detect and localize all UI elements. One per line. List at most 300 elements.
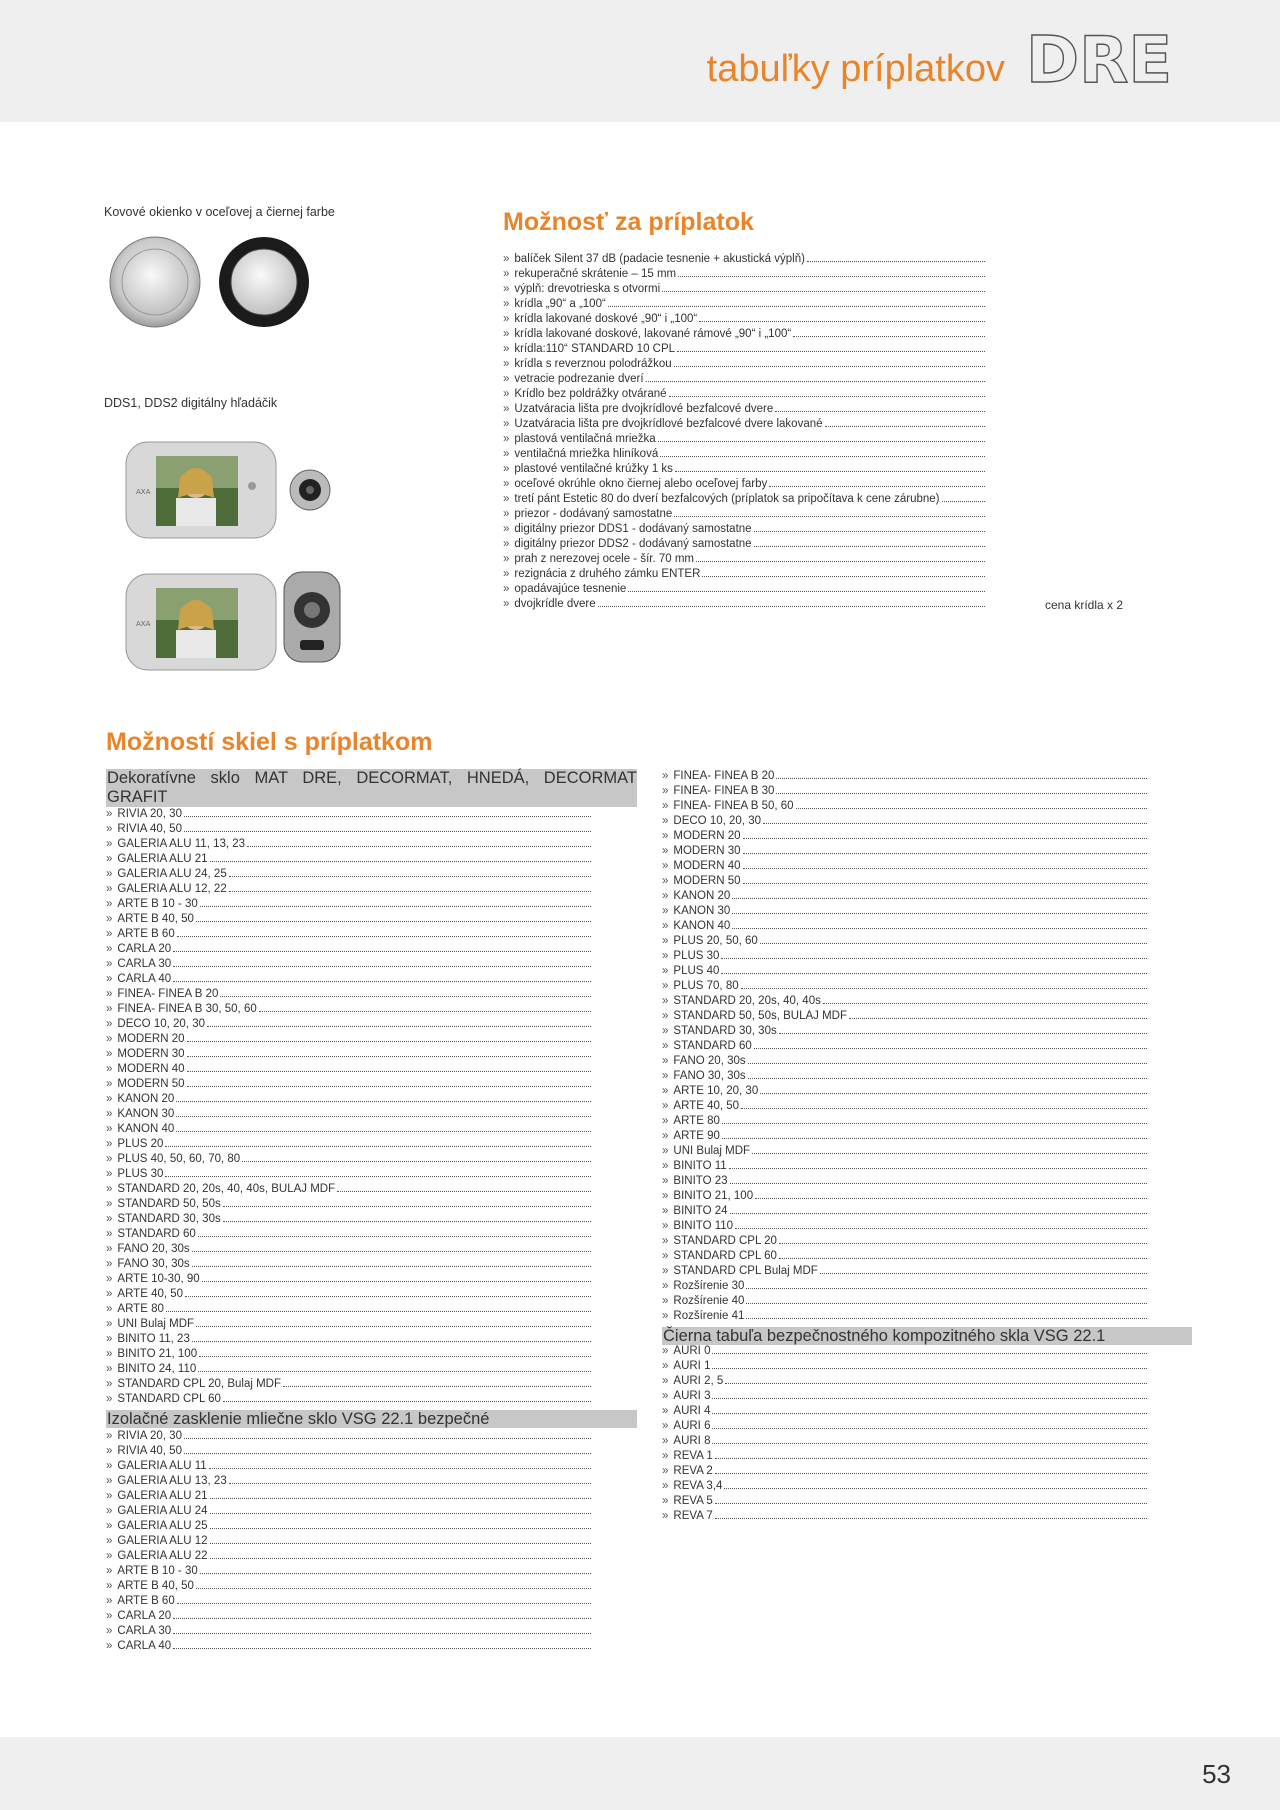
dot-leader [229, 867, 591, 877]
bullet-icon: » [106, 1520, 113, 1532]
dot-leader [702, 567, 985, 577]
item-label: CARLA 30 [117, 958, 172, 970]
item-label: Uzatváracia lišta pre dvojkrídlové bezfalcové dvere lakované [514, 418, 823, 430]
dot-leader [793, 327, 985, 337]
bullet-icon: » [503, 523, 510, 535]
bullet-icon: » [662, 950, 669, 962]
dot-leader [176, 1107, 591, 1117]
list-item [106, 1017, 591, 1032]
item-label: DECO 10, 20, 30 [673, 815, 761, 827]
list-item [106, 1107, 591, 1122]
bullet-icon: » [662, 830, 669, 842]
bullet-icon: » [106, 1033, 113, 1045]
bullet-icon: » [662, 890, 669, 902]
item-label: STANDARD 30, 30s [673, 1025, 777, 1037]
dot-leader [820, 1264, 1147, 1274]
dot-leader [722, 1129, 1147, 1139]
list-item [106, 1579, 591, 1594]
item-label: ARTE 90 [673, 1130, 720, 1142]
dot-leader [658, 432, 985, 442]
list-item [503, 327, 985, 342]
bullet-icon: » [106, 1018, 113, 1030]
bullet-icon: » [106, 808, 113, 820]
item-label: DECO 10, 20, 30 [117, 1018, 205, 1030]
dot-leader [748, 1054, 1147, 1064]
dot-leader [678, 267, 985, 277]
bullet-icon: » [662, 1480, 669, 1492]
item-label: digitálny priezor DDS1 - dodávaný samostatne [514, 523, 752, 535]
item-label: FINEA- FINEA B 30 [673, 785, 775, 797]
item-label: UNI Bulaj MDF [673, 1145, 751, 1157]
list-item [662, 1099, 1147, 1114]
list-item [662, 1039, 1147, 1054]
dot-leader [729, 1159, 1147, 1169]
list-item [106, 1152, 591, 1167]
item-label: AURI 3 [673, 1390, 711, 1402]
list-item [503, 252, 985, 267]
list-item [662, 1494, 1147, 1509]
dot-leader [721, 964, 1147, 974]
dot-leader [165, 1167, 591, 1177]
list-item [106, 1197, 591, 1212]
item-label: PLUS 40, 50, 60, 70, 80 [117, 1153, 241, 1165]
item-label: MODERN 40 [673, 860, 741, 872]
dot-leader [732, 919, 1147, 929]
list-item [662, 1189, 1147, 1204]
bullet-icon: » [662, 1235, 669, 1247]
dot-leader [743, 844, 1147, 854]
bullet-icon: » [503, 403, 510, 415]
list-item [503, 582, 985, 597]
list-item [106, 1609, 591, 1624]
bullet-icon: » [106, 1003, 113, 1015]
item-label: FANO 30, 30s [117, 1258, 190, 1270]
bullet-icon: » [503, 508, 510, 520]
item-label: dvojkrídle dvere [514, 598, 596, 610]
list-item [662, 919, 1147, 934]
item-label: FINEA- FINEA B 50, 60 [673, 800, 794, 812]
dot-leader [763, 814, 1147, 824]
dot-leader [721, 949, 1147, 959]
dot-leader [173, 1624, 591, 1634]
glass-list-right-black [662, 1344, 1147, 1524]
dot-leader [283, 1377, 591, 1387]
dot-leader [187, 1077, 591, 1087]
dot-leader [259, 1002, 591, 1012]
dot-leader [746, 1309, 1147, 1319]
list-item [106, 912, 591, 927]
bullet-icon: » [662, 965, 669, 977]
list-item [106, 807, 591, 822]
bullet-icon: » [662, 800, 669, 812]
list-item [106, 1122, 591, 1137]
bullet-icon: » [503, 313, 510, 325]
bullet-icon: » [106, 1505, 113, 1517]
item-label: krídla lakované doskové „90“ i „100“ [514, 313, 698, 325]
bullet-icon: » [106, 1183, 113, 1195]
options-list [503, 252, 985, 612]
list-item [662, 1389, 1147, 1404]
item-label: FINEA- FINEA B 30, 50, 60 [117, 1003, 257, 1015]
bullet-icon: » [106, 883, 113, 895]
dot-leader [699, 312, 985, 322]
bullet-icon: » [106, 1535, 113, 1547]
dot-leader [173, 942, 591, 952]
list-item [662, 1009, 1147, 1024]
item-label: STANDARD 20, 20s, 40, 40s, BULAJ MDF [117, 1183, 336, 1195]
list-item [503, 312, 985, 327]
dot-leader [198, 1227, 591, 1237]
glass-group-isolation-title: Izolačné zasklenie mliečne sklo VSG 22.1 bezpečné [106, 1410, 637, 1428]
item-label: rekuperačné skrátenie – 15 mm [514, 268, 677, 280]
item-label: KANON 40 [673, 920, 731, 932]
bullet-icon: » [106, 1460, 113, 1472]
bullet-icon: » [662, 1085, 669, 1097]
list-item [662, 859, 1147, 874]
dot-leader [177, 927, 591, 937]
item-label: ARTE 10-30, 90 [117, 1273, 200, 1285]
list-item [106, 1332, 591, 1347]
dot-leader [677, 342, 985, 352]
dot-leader [177, 1594, 591, 1604]
bullet-icon: » [662, 1175, 669, 1187]
list-item [106, 1459, 591, 1474]
bullet-icon: » [106, 1550, 113, 1562]
bullet-icon: » [662, 905, 669, 917]
list-item [106, 1624, 591, 1639]
dot-leader [242, 1152, 591, 1162]
item-label: GALERIA ALU 22 [117, 1550, 208, 1562]
item-label: MODERN 40 [117, 1063, 185, 1075]
bullet-icon: » [662, 1265, 669, 1277]
dot-leader [165, 1137, 591, 1147]
bullet-icon: » [106, 1048, 113, 1060]
list-item [503, 372, 985, 387]
list-item [662, 1219, 1147, 1234]
bullet-icon: » [662, 1055, 669, 1067]
metal-window-image [108, 235, 313, 330]
bullet-icon: » [106, 1288, 113, 1300]
item-label: ARTE 80 [117, 1303, 164, 1315]
dot-leader [628, 582, 985, 592]
item-label: plastová ventilačná mriežka [514, 433, 656, 445]
list-item [106, 1429, 591, 1444]
bullet-icon: » [662, 1495, 669, 1507]
list-item [106, 1257, 591, 1272]
dot-leader [247, 837, 591, 847]
list-item [662, 1509, 1147, 1524]
bullet-icon: » [106, 1348, 113, 1360]
dot-leader [755, 1189, 1147, 1199]
item-label: STANDARD CPL 20 [673, 1235, 777, 1247]
dot-leader [166, 1302, 591, 1312]
item-label: GALERIA ALU 25 [117, 1520, 208, 1532]
item-label: ARTE B 40, 50 [117, 913, 194, 925]
dot-leader [184, 807, 591, 817]
list-item [662, 1464, 1147, 1479]
item-label: AURI 8 [673, 1435, 711, 1447]
page-title: tabuľky príplatkov [706, 48, 1005, 90]
viewer-caption: DDS1, DDS2 digitálny hľadáčik [104, 396, 278, 410]
bullet-icon: » [106, 1303, 113, 1315]
list-item [662, 979, 1147, 994]
item-label: ARTE 40, 50 [117, 1288, 184, 1300]
bullet-icon: » [503, 268, 510, 280]
bullet-icon: » [662, 1145, 669, 1157]
item-label: KANON 40 [117, 1123, 175, 1135]
dot-leader [196, 1317, 591, 1327]
bullet-icon: » [106, 1430, 113, 1442]
item-label: AURI 4 [673, 1405, 711, 1417]
list-item [662, 1114, 1147, 1129]
item-label: CARLA 20 [117, 943, 172, 955]
list-item [106, 1347, 591, 1362]
page-number: 53 [1202, 1759, 1231, 1789]
item-label: STANDARD 20, 20s, 40, 40s [673, 995, 821, 1007]
list-item [106, 1444, 591, 1459]
bullet-icon: » [662, 1190, 669, 1202]
list-item [662, 1024, 1147, 1039]
dot-leader [730, 1204, 1147, 1214]
item-label: CARLA 40 [117, 1640, 172, 1652]
dot-leader [743, 859, 1147, 869]
list-item [106, 1002, 591, 1017]
item-label: BINITO 24, 110 [117, 1363, 197, 1375]
item-label: GALERIA ALU 21 [117, 853, 208, 865]
list-item [662, 829, 1147, 844]
dot-leader [184, 822, 591, 832]
bullet-icon: » [106, 1363, 113, 1375]
glass-group-black-title: Čierna tabuľa bezpečnostného kompozitného skla VSG 22.1 [662, 1327, 1192, 1345]
dot-leader [176, 1092, 591, 1102]
item-label: CARLA 20 [117, 1610, 172, 1622]
price-note: cena krídla x 2 [1045, 598, 1124, 612]
list-item [106, 1489, 591, 1504]
item-label: PLUS 20, 50, 60 [673, 935, 758, 947]
dot-leader [187, 1047, 591, 1057]
bullet-icon: » [662, 1115, 669, 1127]
dot-leader [696, 552, 985, 562]
list-item [106, 822, 591, 837]
bullet-icon: » [106, 988, 113, 1000]
dot-leader [712, 1404, 1147, 1414]
bullet-icon: » [106, 1565, 113, 1577]
dot-leader [598, 597, 985, 607]
list-item [106, 1272, 591, 1287]
item-label: KANON 30 [673, 905, 731, 917]
item-label: AURI 0 [673, 1345, 711, 1357]
list-item [662, 1234, 1147, 1249]
bullet-icon: » [662, 1130, 669, 1142]
item-label: PLUS 20 [117, 1138, 164, 1150]
dot-leader [608, 297, 985, 307]
dot-leader [807, 252, 985, 262]
list-item [662, 1054, 1147, 1069]
list-item [503, 492, 985, 507]
list-item [503, 432, 985, 447]
item-label: STANDARD CPL 60 [117, 1393, 221, 1405]
list-item [662, 814, 1147, 829]
dot-leader [173, 972, 591, 982]
list-item [662, 799, 1147, 814]
item-label: GALERIA ALU 12 [117, 1535, 208, 1547]
list-item [503, 267, 985, 282]
bullet-icon: » [662, 1450, 669, 1462]
list-item [662, 964, 1147, 979]
item-label: AURI 1 [673, 1360, 711, 1372]
dot-leader [779, 1024, 1147, 1034]
bullet-icon: » [503, 568, 510, 580]
item-label: digitálny priezor DDS2 - dodávaný samostatne [514, 538, 752, 550]
digital-viewer-dds2-image [124, 570, 344, 674]
item-label: tretí pánt Estetic 80 do dverí bezfalcových (príplatok sa pripočítava k cene zárubne) [514, 493, 940, 505]
list-item [503, 522, 985, 537]
item-label: PLUS 30 [673, 950, 720, 962]
bullet-icon: » [662, 1160, 669, 1172]
list-item [662, 1449, 1147, 1464]
list-item [106, 867, 591, 882]
item-label: GALERIA ALU 13, 23 [117, 1475, 227, 1487]
dot-leader [776, 769, 1147, 779]
list-item [503, 387, 985, 402]
dot-leader [192, 1332, 591, 1342]
bullet-icon: » [662, 1070, 669, 1082]
bullet-icon: » [106, 1063, 113, 1075]
list-item [106, 1167, 591, 1182]
item-label: Rozšírenie 30 [673, 1280, 745, 1292]
bullet-icon: » [662, 1025, 669, 1037]
list-item [106, 1639, 591, 1654]
list-item [662, 1344, 1147, 1359]
dot-leader [173, 1639, 591, 1649]
list-item [662, 784, 1147, 799]
list-item [106, 1062, 591, 1077]
item-label: ventilačná mriežka hliníková [514, 448, 659, 460]
item-label: REVA 7 [673, 1510, 713, 1522]
bullet-icon: » [662, 1390, 669, 1402]
bullet-icon: » [106, 1168, 113, 1180]
list-item [662, 769, 1147, 784]
list-item [106, 1377, 591, 1392]
list-item [662, 1264, 1147, 1279]
bullet-icon: » [106, 928, 113, 940]
item-label: BINITO 24 [673, 1205, 728, 1217]
dot-leader [646, 372, 985, 382]
bullet-icon: » [106, 1198, 113, 1210]
bullet-icon: » [106, 958, 113, 970]
bullet-icon: » [662, 1405, 669, 1417]
dot-leader [715, 1509, 1147, 1519]
bullet-icon: » [106, 1640, 113, 1652]
list-item [106, 1317, 591, 1332]
bullet-icon: » [106, 1123, 113, 1135]
list-item [106, 1032, 591, 1047]
bullet-icon: » [503, 328, 510, 340]
bullet-icon: » [106, 1475, 113, 1487]
dot-leader [715, 1494, 1147, 1504]
bullet-icon: » [662, 935, 669, 947]
list-item [662, 1279, 1147, 1294]
bullet-icon: » [106, 1153, 113, 1165]
list-item [106, 837, 591, 852]
list-item [106, 1392, 591, 1407]
bullet-icon: » [503, 343, 510, 355]
dot-leader [187, 1032, 591, 1042]
dot-leader [752, 1144, 1147, 1154]
item-label: STANDARD CPL Bulaj MDF [673, 1265, 818, 1277]
dot-leader [220, 987, 591, 997]
glass-group-decorative-title: Dekoratívne sklo MAT DRE, DECORMAT, HNEDÁ, DECORMAT GRAFIT [107, 769, 637, 806]
item-label: MODERN 50 [673, 875, 741, 887]
dot-leader [724, 1479, 1147, 1489]
dot-leader [210, 1534, 591, 1544]
item-label: ARTE 10, 20, 30 [673, 1085, 759, 1097]
item-label: REVA 3,4 [673, 1480, 723, 1492]
dot-leader [776, 784, 1147, 794]
svg-text:DRE: DRE [1026, 30, 1173, 88]
bullet-icon: » [106, 1258, 113, 1270]
list-item [662, 1434, 1147, 1449]
list-item [106, 1519, 591, 1534]
bullet-icon: » [503, 598, 510, 610]
list-item [106, 882, 591, 897]
item-label: GALERIA ALU 11, 13, 23 [117, 838, 246, 850]
bullet-icon: » [106, 1580, 113, 1592]
dot-leader [741, 979, 1147, 989]
list-item [503, 567, 985, 582]
bullet-icon: » [662, 1465, 669, 1477]
list-item [106, 1092, 591, 1107]
dot-leader [229, 882, 591, 892]
list-item [106, 1227, 591, 1242]
item-label: RIVIA 20, 30 [117, 1430, 182, 1442]
item-label: FINEA- FINEA B 20 [673, 770, 775, 782]
dot-leader [725, 1374, 1147, 1384]
dot-leader [210, 1549, 591, 1559]
item-label: FANO 20, 30s [673, 1055, 746, 1067]
dot-leader [825, 417, 985, 427]
bullet-icon: » [662, 815, 669, 827]
page-footer [0, 1737, 1280, 1810]
bullet-icon: » [503, 583, 510, 595]
list-item [662, 1419, 1147, 1434]
bullet-icon: » [106, 1333, 113, 1345]
item-label: GALERIA ALU 12, 22 [117, 883, 227, 895]
item-label: CARLA 30 [117, 1625, 172, 1637]
item-label: prah z nerezovej ocele - šír. 70 mm [514, 553, 695, 565]
dot-leader [173, 1609, 591, 1619]
dot-leader [210, 1504, 591, 1514]
dot-leader [200, 1564, 591, 1574]
dot-leader [674, 357, 985, 367]
svg-text:AXA: AXA [136, 488, 151, 496]
bullet-icon: » [503, 373, 510, 385]
item-label: BINITO 21, 100 [673, 1190, 754, 1202]
bullet-icon: » [106, 1378, 113, 1390]
item-label: RIVIA 40, 50 [117, 1445, 182, 1457]
list-item [106, 1287, 591, 1302]
item-label: priezor - dodávaný samostatne [514, 508, 673, 520]
list-item [662, 1294, 1147, 1309]
bullet-icon: » [503, 433, 510, 445]
bullet-icon: » [503, 553, 510, 565]
list-item [106, 1302, 591, 1317]
dot-leader [722, 1114, 1147, 1124]
item-label: BINITO 11 [673, 1160, 727, 1172]
dot-leader [199, 1347, 591, 1357]
item-label: MODERN 20 [673, 830, 741, 842]
bullet-icon: » [662, 1010, 669, 1022]
